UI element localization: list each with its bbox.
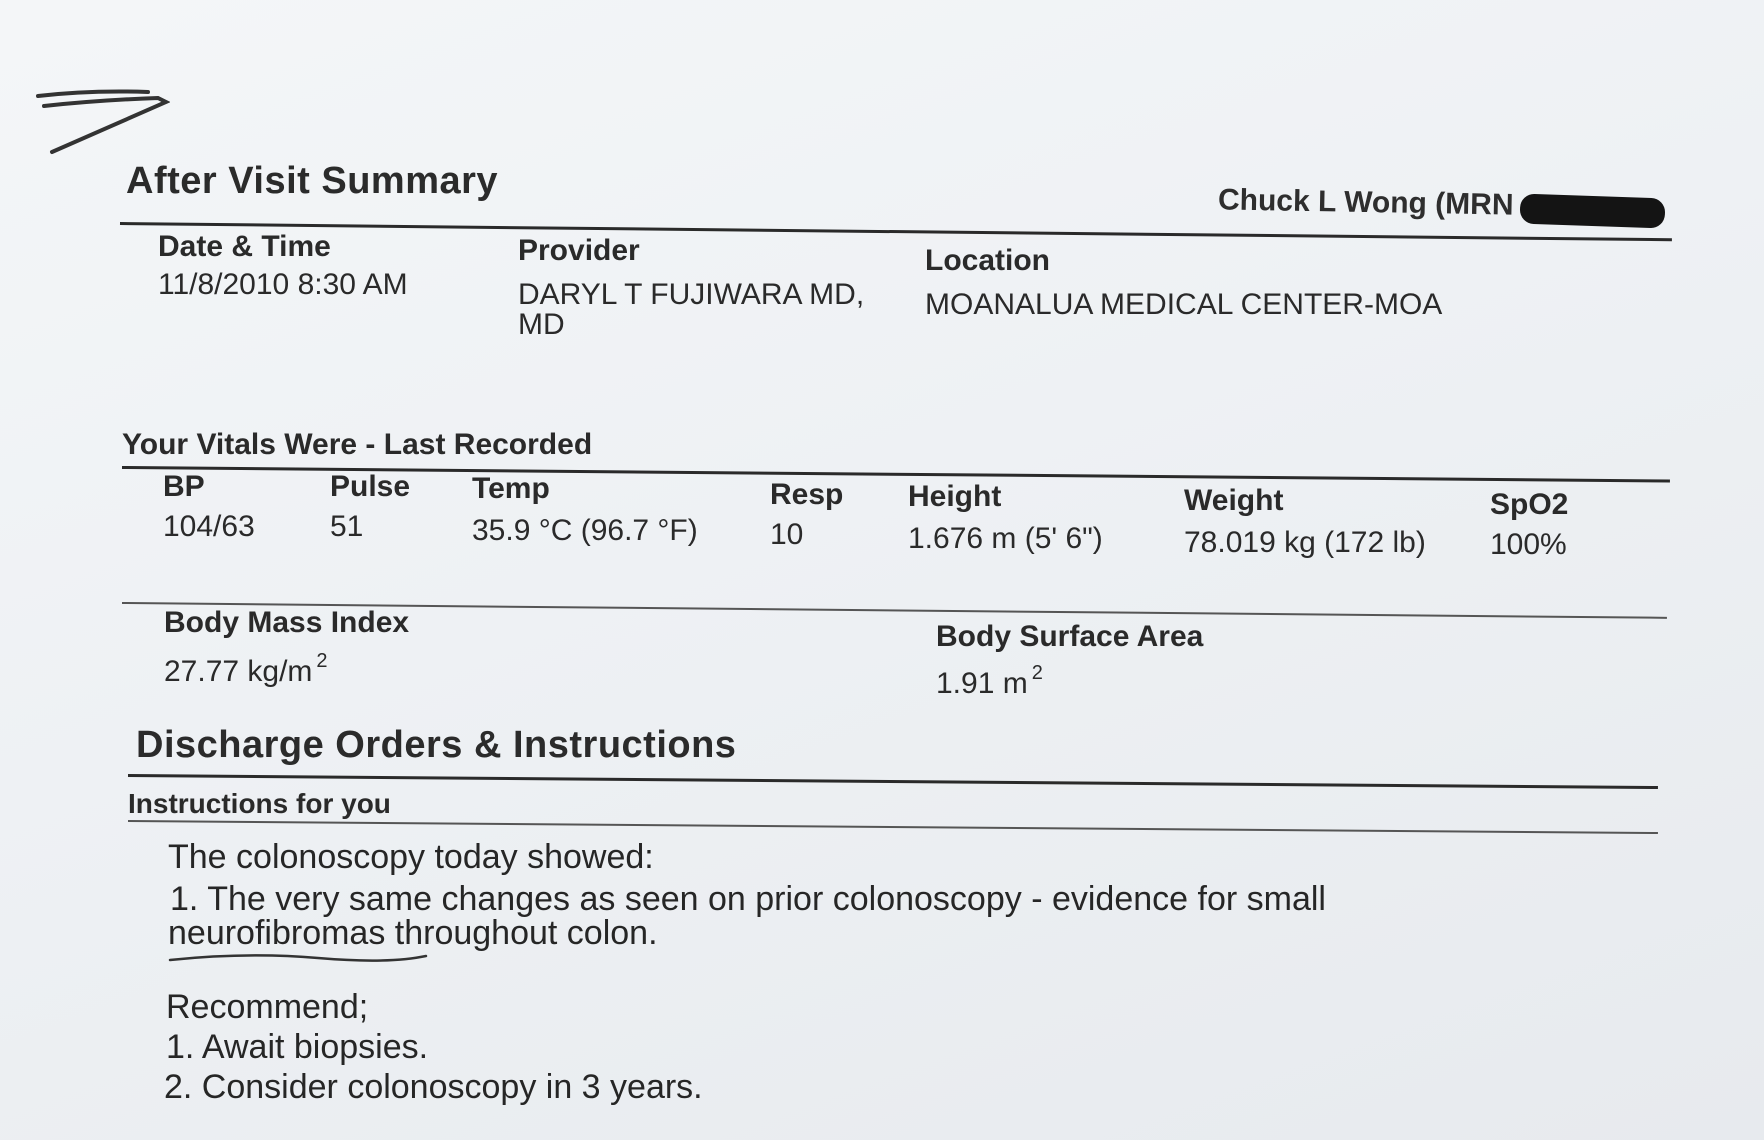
location-value: MOANALUA MEDICAL CENTER-MOA [925, 288, 1443, 321]
header-rule [120, 222, 1672, 241]
patient-name: Chuck L Wong (MRN [1217, 183, 1514, 222]
resp-value: 10 [770, 518, 804, 551]
temp-label: Temp [472, 472, 550, 505]
recommend-label: Recommend; [166, 988, 369, 1026]
bmi-exponent: 2 [316, 650, 328, 672]
bsa-value: 1.91 m $^2$ [936, 662, 1043, 700]
temp-value: 35.9 °C (96.7 °F) [472, 514, 698, 547]
vitals-title: Your Vitals Were - Last Recorded [122, 428, 593, 461]
bmi-label: Body Mass Index [164, 606, 410, 639]
resp-label: Resp [770, 478, 844, 511]
pulse-value: 51 [330, 510, 364, 543]
discharge-rule [128, 774, 1658, 789]
pulse-label: Pulse [330, 470, 411, 503]
weight-value: 78.019 kg (172 lb) [1184, 526, 1426, 559]
bsa-exponent: 2 [1031, 662, 1043, 684]
weight-label: Weight [1184, 484, 1284, 517]
height-label: Height [908, 480, 1002, 513]
recommend-item-2: 2. Consider colonoscopy in 3 years. [164, 1068, 703, 1106]
redacted-mrn [1520, 193, 1666, 228]
provider-value-line1: DARYL T FUJIWARA MD, [518, 278, 865, 311]
height-value: 1.676 m (5' 6") [908, 522, 1103, 555]
date-time-label: Date & Time [158, 230, 331, 263]
provider-label: Provider [518, 234, 640, 267]
document-title: After Visit Summary [126, 160, 499, 202]
handwritten-mark [30, 80, 170, 160]
location-label: Location [925, 244, 1050, 277]
pen-underline [168, 948, 428, 968]
bp-value: 104/63 [163, 510, 255, 543]
provider-value-line2: MD [518, 308, 565, 341]
finding-intro: The colonoscopy today showed: [168, 838, 654, 876]
spo2-label: SpO2 [1490, 488, 1569, 521]
recommend-item-1: 1. Await biopsies. [166, 1028, 429, 1066]
spo2-value: 100% [1490, 528, 1567, 561]
finding-1-line2: neurofibromas throughout colon. [168, 914, 658, 952]
bp-label: BP [163, 470, 205, 503]
bmi-value: 27.77 kg/m $^2$ [164, 650, 328, 688]
bsa-label: Body Surface Area [936, 620, 1204, 653]
instructions-rule [128, 820, 1658, 834]
discharge-title: Discharge Orders & Instructions [136, 724, 737, 766]
date-time-value: 11/8/2010 8:30 AM [158, 268, 408, 301]
finding-1-line1: 1. The very same changes as seen on prior colonoscopy - evidence for small [170, 880, 1326, 918]
instructions-subtitle: Instructions for you [128, 788, 391, 819]
